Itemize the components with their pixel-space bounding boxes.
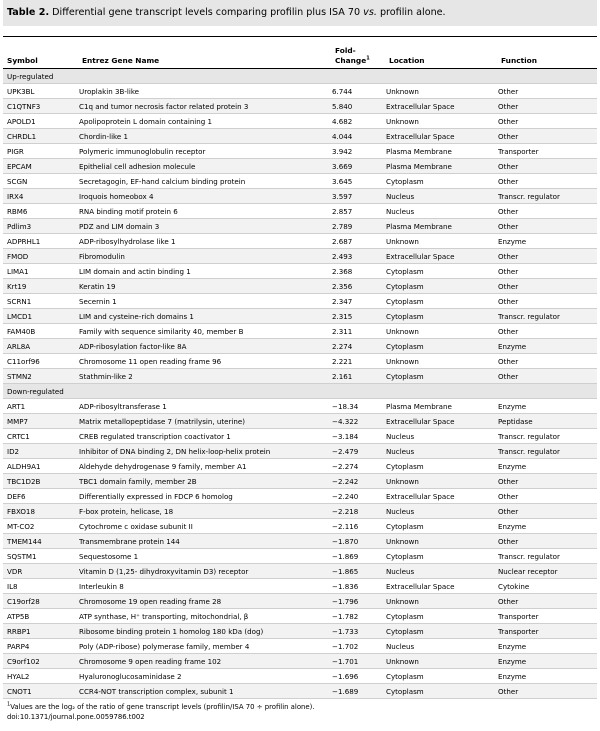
cell-location: Cytoplasm bbox=[386, 549, 498, 564]
cell-function: Transcr. regulator bbox=[498, 429, 597, 444]
cell-symbol: SCGN bbox=[3, 174, 79, 189]
cell-function: Transporter bbox=[498, 144, 597, 159]
cell-fold-change: −1.689 bbox=[332, 684, 386, 699]
table-row bbox=[3, 474, 597, 489]
cell-fold-change: 2.857 bbox=[332, 204, 386, 219]
cell-location: Cytoplasm bbox=[386, 264, 498, 279]
cell-symbol: MMP7 bbox=[3, 414, 79, 429]
table-row bbox=[3, 189, 597, 204]
cell-fold-change: 2.274 bbox=[332, 339, 386, 354]
cell-gene-name: Hyaluronoglucosaminidase 2 bbox=[79, 669, 332, 684]
cell-location: Cytoplasm bbox=[386, 309, 498, 324]
cell-location: Extracellular Space bbox=[386, 579, 498, 594]
cell-function: Other bbox=[498, 84, 597, 99]
header-fold-change bbox=[335, 56, 370, 65]
cell-fold-change: −2.218 bbox=[332, 504, 386, 519]
cell-function: Other bbox=[498, 264, 597, 279]
cell-symbol: DEF6 bbox=[3, 489, 79, 504]
cell-location: Extracellular Space bbox=[386, 489, 498, 504]
cell-gene-name: TBC1 domain family, member 2B bbox=[79, 474, 332, 489]
cell-function: Cytokine bbox=[498, 579, 597, 594]
cell-symbol: TMEM144 bbox=[3, 534, 79, 549]
cell-location: Nucleus bbox=[386, 189, 498, 204]
cell-symbol: HYAL2 bbox=[3, 669, 79, 684]
cell-symbol: MT-CO2 bbox=[3, 519, 79, 534]
cell-fold-change: −18.34 bbox=[332, 399, 386, 414]
cell-function: Other bbox=[498, 219, 597, 234]
cell-symbol: FMOD bbox=[3, 249, 79, 264]
cell-function: Other bbox=[498, 534, 597, 549]
cell-fold-change: −1.869 bbox=[332, 549, 386, 564]
cell-fold-change: 6.744 bbox=[332, 84, 386, 99]
cell-location: Nucleus bbox=[386, 429, 498, 444]
cell-gene-name: PDZ and LIM domain 3 bbox=[79, 219, 332, 234]
cell-function: Enzyme bbox=[498, 459, 597, 474]
table-row bbox=[3, 519, 597, 534]
cell-symbol: C11orf96 bbox=[3, 354, 79, 369]
cell-function: Other bbox=[498, 684, 597, 699]
cell-fold-change: 2.493 bbox=[332, 249, 386, 264]
header-fold-line2: Change bbox=[335, 56, 367, 65]
cell-gene-name: Aldehyde dehydrogenase 9 family, member A1 bbox=[79, 459, 332, 474]
cell-function: Other bbox=[498, 504, 597, 519]
table-row bbox=[3, 504, 597, 519]
cell-symbol: ART1 bbox=[3, 399, 79, 414]
cell-gene-name: Fibromodulin bbox=[79, 249, 332, 264]
cell-fold-change: −1.870 bbox=[332, 534, 386, 549]
cell-function: Other bbox=[498, 129, 597, 144]
cell-location: Cytoplasm bbox=[386, 294, 498, 309]
group-label: Up-regulated bbox=[3, 69, 597, 84]
table-row bbox=[3, 624, 597, 639]
cell-gene-name: Chromosome 19 open reading frame 28 bbox=[79, 594, 332, 609]
cell-gene-name: Apolipoprotein L domain containing 1 bbox=[79, 114, 332, 129]
table-row bbox=[3, 219, 597, 234]
table-row bbox=[3, 159, 597, 174]
caption-text-before: Differential gene transcript levels comparing profilin plus ISA 70 bbox=[52, 7, 361, 18]
cell-symbol: RRBP1 bbox=[3, 624, 79, 639]
cell-symbol: ADPRHL1 bbox=[3, 234, 79, 249]
cell-symbol: PARP4 bbox=[3, 639, 79, 654]
cell-fold-change: −2.116 bbox=[332, 519, 386, 534]
cell-function: Enzyme bbox=[498, 639, 597, 654]
cell-fold-change: 3.669 bbox=[332, 159, 386, 174]
cell-location: Cytoplasm bbox=[386, 459, 498, 474]
cell-symbol: SCRN1 bbox=[3, 294, 79, 309]
cell-fold-change: −4.322 bbox=[332, 414, 386, 429]
cell-location: Cytoplasm bbox=[386, 624, 498, 639]
cell-location: Cytoplasm bbox=[386, 369, 498, 384]
cell-fold-change: −1.796 bbox=[332, 594, 386, 609]
table-row bbox=[3, 669, 597, 684]
cell-location: Nucleus bbox=[386, 204, 498, 219]
cell-fold-change: −1.702 bbox=[332, 639, 386, 654]
cell-function: Other bbox=[498, 369, 597, 384]
cell-location: Extracellular Space bbox=[386, 249, 498, 264]
cell-gene-name: Secretagogin, EF-hand calcium binding protein bbox=[79, 174, 332, 189]
cell-symbol: PIGR bbox=[3, 144, 79, 159]
cell-fold-change: −2.242 bbox=[332, 474, 386, 489]
cell-symbol: Pdlim3 bbox=[3, 219, 79, 234]
cell-function: Other bbox=[498, 294, 597, 309]
gene-table-body bbox=[3, 69, 597, 699]
cell-function: Other bbox=[498, 474, 597, 489]
table-row bbox=[3, 99, 597, 114]
cell-location: Plasma Membrane bbox=[386, 399, 498, 414]
cell-function: Other bbox=[498, 324, 597, 339]
cell-location: Unknown bbox=[386, 594, 498, 609]
header-fold-sup: 1 bbox=[366, 55, 370, 62]
table-row bbox=[3, 174, 597, 189]
cell-gene-name: Interleukin 8 bbox=[79, 579, 332, 594]
cell-location: Unknown bbox=[386, 354, 498, 369]
cell-symbol: ID2 bbox=[3, 444, 79, 459]
cell-location: Cytoplasm bbox=[386, 174, 498, 189]
cell-location: Nucleus bbox=[386, 504, 498, 519]
table-row bbox=[3, 489, 597, 504]
cell-function: Transporter bbox=[498, 624, 597, 639]
cell-fold-change: 4.682 bbox=[332, 114, 386, 129]
cell-gene-name: Transmembrane protein 144 bbox=[79, 534, 332, 549]
cell-gene-name: Epithelial cell adhesion molecule bbox=[79, 159, 332, 174]
cell-function: Transcr. regulator bbox=[498, 444, 597, 459]
table-caption bbox=[3, 0, 597, 26]
cell-location: Extracellular Space bbox=[386, 99, 498, 114]
cell-location: Cytoplasm bbox=[386, 669, 498, 684]
cell-symbol: IL8 bbox=[3, 579, 79, 594]
cell-gene-name: F-box protein, helicase, 18 bbox=[79, 504, 332, 519]
cell-location: Unknown bbox=[386, 534, 498, 549]
cell-gene-name: LIM and cysteine-rich domains 1 bbox=[79, 309, 332, 324]
table-row bbox=[3, 354, 597, 369]
cell-function: Enzyme bbox=[498, 399, 597, 414]
cell-fold-change: 2.347 bbox=[332, 294, 386, 309]
cell-gene-name: Polymeric immunoglobulin receptor bbox=[79, 144, 332, 159]
cell-function: Other bbox=[498, 249, 597, 264]
table-row bbox=[3, 249, 597, 264]
cell-location: Extracellular Space bbox=[386, 414, 498, 429]
cell-fold-change: −1.836 bbox=[332, 579, 386, 594]
cell-symbol: CRTC1 bbox=[3, 429, 79, 444]
table-row bbox=[3, 399, 597, 414]
cell-gene-name: Sequestosome 1 bbox=[79, 549, 332, 564]
cell-function: Other bbox=[498, 114, 597, 129]
cell-location: Nucleus bbox=[386, 564, 498, 579]
cell-gene-name: Chordin-like 1 bbox=[79, 129, 332, 144]
gene-table bbox=[3, 69, 597, 699]
cell-fold-change: 2.221 bbox=[332, 354, 386, 369]
cell-gene-name: Uroplakin 3B-like bbox=[79, 84, 332, 99]
table-header bbox=[3, 40, 597, 67]
cell-function: Enzyme bbox=[498, 654, 597, 669]
table-row bbox=[3, 684, 597, 699]
cell-gene-name: Vitamin D (1,25- dihydroxyvitamin D3) receptor bbox=[79, 564, 332, 579]
cell-gene-name: C1q and tumor necrosis factor related protein 3 bbox=[79, 99, 332, 114]
header-top-rule bbox=[3, 36, 597, 37]
caption-text-after: profilin alone. bbox=[379, 7, 446, 18]
table-row bbox=[3, 654, 597, 669]
cell-symbol: IRX4 bbox=[3, 189, 79, 204]
cell-function: Other bbox=[498, 159, 597, 174]
cell-gene-name: Family with sequence similarity 40, member B bbox=[79, 324, 332, 339]
table-row bbox=[3, 279, 597, 294]
cell-function: Transcr. regulator bbox=[498, 189, 597, 204]
header-fold-line1: Fold- bbox=[335, 46, 356, 55]
header-gene-name: Entrez Gene Name bbox=[82, 56, 160, 65]
table-row bbox=[3, 234, 597, 249]
cell-function: Transcr. regulator bbox=[498, 549, 597, 564]
cell-fold-change: −1.733 bbox=[332, 624, 386, 639]
cell-location: Unknown bbox=[386, 234, 498, 249]
table-row bbox=[3, 129, 597, 144]
table-row bbox=[3, 369, 597, 384]
cell-gene-name: LIM domain and actin binding 1 bbox=[79, 264, 332, 279]
cell-fold-change: 3.597 bbox=[332, 189, 386, 204]
cell-location: Cytoplasm bbox=[386, 279, 498, 294]
cell-symbol: CHRDL1 bbox=[3, 129, 79, 144]
cell-symbol: Krt19 bbox=[3, 279, 79, 294]
cell-function: Enzyme bbox=[498, 669, 597, 684]
cell-location: Extracellular Space bbox=[386, 129, 498, 144]
table-row bbox=[3, 144, 597, 159]
cell-location: Unknown bbox=[386, 474, 498, 489]
table-row bbox=[3, 264, 597, 279]
header-location: Location bbox=[389, 56, 425, 65]
cell-fold-change: 2.161 bbox=[332, 369, 386, 384]
table-row bbox=[3, 339, 597, 354]
table-row bbox=[3, 294, 597, 309]
table-row bbox=[3, 459, 597, 474]
doi: doi:10.1371/journal.pone.0059786.t002 bbox=[7, 713, 145, 721]
cell-function: Other bbox=[498, 354, 597, 369]
cell-gene-name: Secernin 1 bbox=[79, 294, 332, 309]
table-row bbox=[3, 444, 597, 459]
cell-function: Enzyme bbox=[498, 234, 597, 249]
caption-vs: vs. bbox=[363, 7, 377, 18]
cell-location: Cytoplasm bbox=[386, 339, 498, 354]
table-row bbox=[3, 114, 597, 129]
cell-location: Cytoplasm bbox=[386, 609, 498, 624]
cell-fold-change: −1.782 bbox=[332, 609, 386, 624]
cell-fold-change: 5.840 bbox=[332, 99, 386, 114]
table-row bbox=[3, 84, 597, 99]
cell-location: Plasma Membrane bbox=[386, 219, 498, 234]
cell-symbol: C19orf28 bbox=[3, 594, 79, 609]
cell-symbol: EPCAM bbox=[3, 159, 79, 174]
cell-fold-change: 2.687 bbox=[332, 234, 386, 249]
cell-function: Peptidase bbox=[498, 414, 597, 429]
cell-symbol: UPK3BL bbox=[3, 84, 79, 99]
cell-fold-change: −1.865 bbox=[332, 564, 386, 579]
cell-symbol: APOLD1 bbox=[3, 114, 79, 129]
footnote-text: Values are the log₂ of the ratio of gene transcript levels (profilin/ISA 70 ÷ profilin alone). bbox=[10, 703, 315, 711]
cell-gene-name: ATP synthase, H⁺ transporting, mitochondrial, β bbox=[79, 609, 332, 624]
cell-fold-change: 2.368 bbox=[332, 264, 386, 279]
table-row bbox=[3, 609, 597, 624]
cell-fold-change: −2.274 bbox=[332, 459, 386, 474]
cell-gene-name: CCR4-NOT transcription complex, subunit 1 bbox=[79, 684, 332, 699]
cell-fold-change: 2.789 bbox=[332, 219, 386, 234]
table-row bbox=[3, 639, 597, 654]
cell-fold-change: −2.240 bbox=[332, 489, 386, 504]
cell-function: Transcr. regulator bbox=[498, 309, 597, 324]
cell-gene-name: Keratin 19 bbox=[79, 279, 332, 294]
cell-gene-name: ADP-ribosyltransferase 1 bbox=[79, 399, 332, 414]
cell-gene-name: RNA binding motif protein 6 bbox=[79, 204, 332, 219]
cell-gene-name: Poly (ADP-ribose) polymerase family, member 4 bbox=[79, 639, 332, 654]
cell-symbol: TBC1D2B bbox=[3, 474, 79, 489]
table-row bbox=[3, 549, 597, 564]
cell-symbol: ARL8A bbox=[3, 339, 79, 354]
caption-label: Table 2. bbox=[7, 7, 50, 18]
cell-fold-change: −1.701 bbox=[332, 654, 386, 669]
cell-symbol: ALDH9A1 bbox=[3, 459, 79, 474]
header-symbol: Symbol bbox=[7, 56, 38, 65]
cell-gene-name: CREB regulated transcription coactivator 1 bbox=[79, 429, 332, 444]
cell-fold-change: 4.044 bbox=[332, 129, 386, 144]
cell-gene-name: Cytochrome c oxidase subunit II bbox=[79, 519, 332, 534]
cell-location: Plasma Membrane bbox=[386, 144, 498, 159]
cell-gene-name: Stathmin-like 2 bbox=[79, 369, 332, 384]
cell-symbol: C9orf102 bbox=[3, 654, 79, 669]
group-header-row bbox=[3, 69, 597, 84]
cell-function: Enzyme bbox=[498, 339, 597, 354]
cell-gene-name: Chromosome 11 open reading frame 96 bbox=[79, 354, 332, 369]
cell-location: Unknown bbox=[386, 654, 498, 669]
cell-location: Nucleus bbox=[386, 639, 498, 654]
cell-location: Plasma Membrane bbox=[386, 159, 498, 174]
cell-gene-name: Inhibitor of DNA binding 2, DN helix-loop-helix protein bbox=[79, 444, 332, 459]
table-row bbox=[3, 309, 597, 324]
table-row bbox=[3, 534, 597, 549]
group-label: Down-regulated bbox=[3, 384, 597, 399]
footnote-marker: 1 bbox=[7, 701, 11, 708]
table-row bbox=[3, 594, 597, 609]
cell-location: Nucleus bbox=[386, 444, 498, 459]
cell-fold-change: 2.315 bbox=[332, 309, 386, 324]
cell-gene-name: Matrix metallopeptidase 7 (matrilysin, uterine) bbox=[79, 414, 332, 429]
cell-symbol: RBM6 bbox=[3, 204, 79, 219]
cell-gene-name: ADP-ribosylhydrolase like 1 bbox=[79, 234, 332, 249]
cell-gene-name: ADP-ribosylation factor-like 8A bbox=[79, 339, 332, 354]
cell-location: Cytoplasm bbox=[386, 519, 498, 534]
cell-fold-change: −1.696 bbox=[332, 669, 386, 684]
cell-function: Other bbox=[498, 174, 597, 189]
cell-symbol: FBXO18 bbox=[3, 504, 79, 519]
cell-symbol: LMCD1 bbox=[3, 309, 79, 324]
table-row bbox=[3, 324, 597, 339]
cell-symbol: LIMA1 bbox=[3, 264, 79, 279]
footnote bbox=[7, 702, 600, 712]
cell-symbol: ATP5B bbox=[3, 609, 79, 624]
cell-gene-name: Chromosome 9 open reading frame 102 bbox=[79, 654, 332, 669]
cell-location: Unknown bbox=[386, 114, 498, 129]
cell-fold-change: −2.479 bbox=[332, 444, 386, 459]
cell-gene-name: Iroquois homeobox 4 bbox=[79, 189, 332, 204]
cell-function: Other bbox=[498, 594, 597, 609]
header-function: Function bbox=[501, 56, 537, 65]
cell-function: Other bbox=[498, 489, 597, 504]
cell-function: Nuclear receptor bbox=[498, 564, 597, 579]
group-header-row bbox=[3, 384, 597, 399]
cell-symbol: FAM40B bbox=[3, 324, 79, 339]
cell-symbol: CNOT1 bbox=[3, 684, 79, 699]
table-footer bbox=[3, 702, 600, 722]
table-row bbox=[3, 414, 597, 429]
cell-function: Other bbox=[498, 204, 597, 219]
cell-function: Transporter bbox=[498, 609, 597, 624]
cell-gene-name: Ribosome binding protein 1 homolog 180 kDa (dog) bbox=[79, 624, 332, 639]
cell-function: Other bbox=[498, 99, 597, 114]
cell-fold-change: 2.356 bbox=[332, 279, 386, 294]
cell-location: Cytoplasm bbox=[386, 684, 498, 699]
cell-fold-change: 3.645 bbox=[332, 174, 386, 189]
cell-function: Enzyme bbox=[498, 519, 597, 534]
cell-fold-change: 3.942 bbox=[332, 144, 386, 159]
table-row bbox=[3, 204, 597, 219]
cell-symbol: C1QTNF3 bbox=[3, 99, 79, 114]
cell-symbol: VDR bbox=[3, 564, 79, 579]
cell-fold-change: 2.311 bbox=[332, 324, 386, 339]
table-row bbox=[3, 429, 597, 444]
table-row bbox=[3, 579, 597, 594]
table-row bbox=[3, 564, 597, 579]
cell-function: Other bbox=[498, 279, 597, 294]
cell-symbol: SQSTM1 bbox=[3, 549, 79, 564]
cell-fold-change: −3.184 bbox=[332, 429, 386, 444]
cell-location: Unknown bbox=[386, 84, 498, 99]
cell-location: Unknown bbox=[386, 324, 498, 339]
cell-gene-name: Differentially expressed in FDCP 6 homolog bbox=[79, 489, 332, 504]
cell-symbol: STMN2 bbox=[3, 369, 79, 384]
